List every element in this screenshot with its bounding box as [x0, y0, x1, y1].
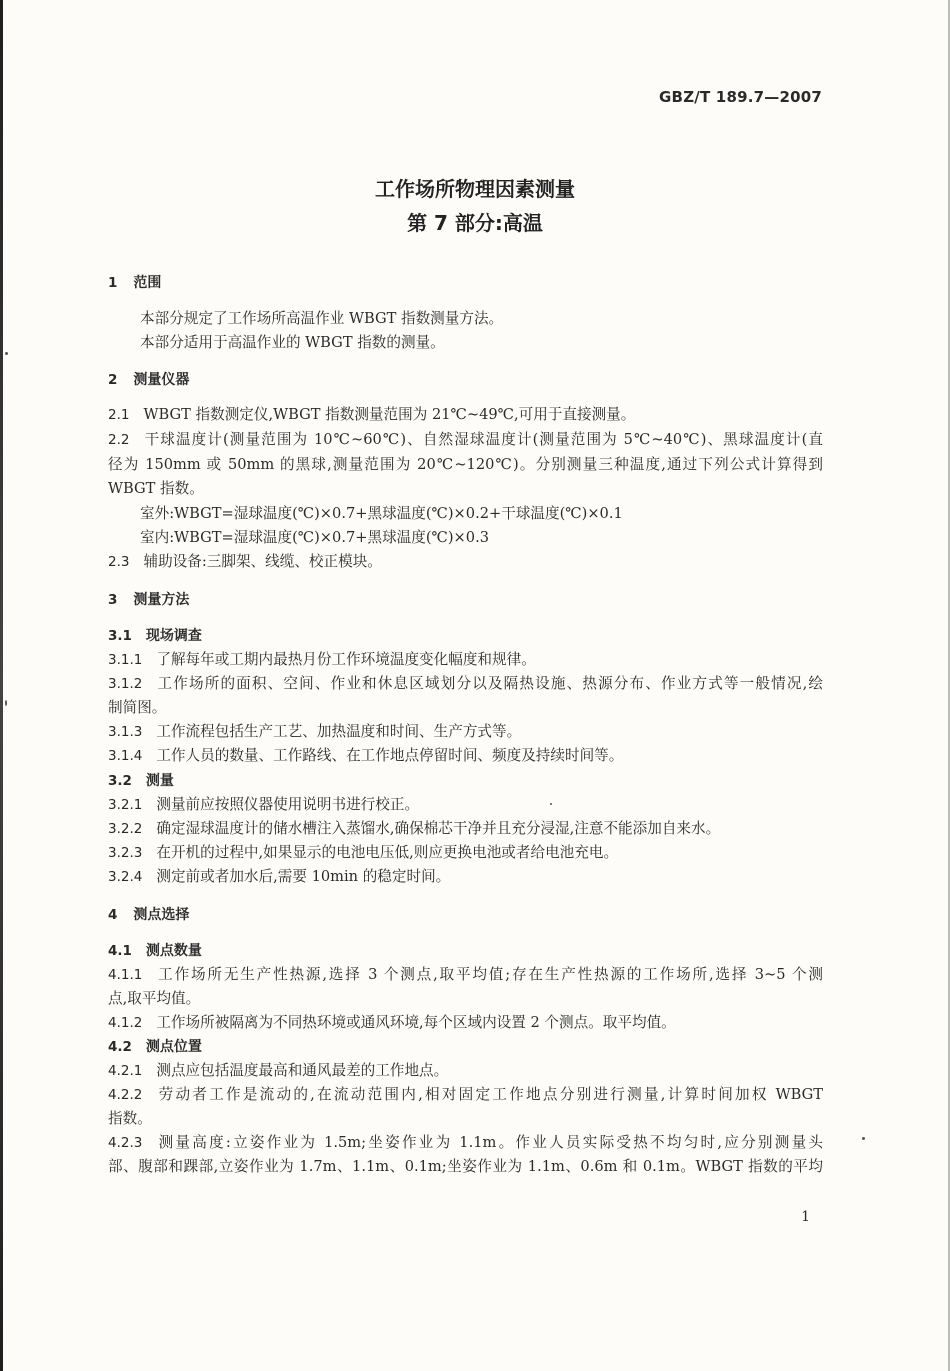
- line-text: 部、腹部和踝部,立姿作业为 1.7m、1.1m、0.1m;坐姿作业为 1.1m、0.6m 和 0.1m。WBGT 指数的平均: [108, 1158, 823, 1175]
- line-text: 工作流程包括生产工艺、加热温度和时间、生产方式等。: [156, 723, 522, 740]
- line-text: 劳动者工作是流动的,在流动范围内,相对固定工作地点分别进行测量,计算时间加权 WBGT: [156, 1086, 823, 1103]
- line-text: 工作人员的数量、工作路线、在工作地点停留时间、频度及持续时间等。: [156, 747, 624, 764]
- text-line: [108, 746, 823, 766]
- text-line: [108, 1157, 823, 1177]
- line-text: 测量前应按照仪器使用说明书进行校正。: [156, 796, 420, 813]
- document-subtitle: 第 7 部分:高温: [407, 211, 543, 235]
- line-text: WBGT 指数测定仪,WBGT 指数测量范围为 21℃~49℃,可用于直接测量。: [143, 406, 636, 423]
- section-heading: [108, 370, 823, 390]
- clause-number: 3.2.1: [108, 797, 143, 813]
- text-line: [108, 1013, 823, 1033]
- text-line: [140, 333, 823, 353]
- line-text: 工作场所无生产性热源,选择 3 个测点,取平均值;存在生产性热源的工作场所,选择 3~5 个测: [156, 966, 823, 983]
- text-line: [108, 552, 823, 572]
- text-line: [108, 867, 823, 887]
- document-title: 工作场所物理因素测量: [375, 177, 575, 201]
- line-text: 测量高度:立姿作业为 1.5m;坐姿作业为 1.1m。作业人员实际受热不均匀时,应分别测量头: [156, 1134, 823, 1151]
- line-text: 工作场所被隔离为不同热环境或通风环境,每个区域内设置 2 个测点。取平均值。: [156, 1014, 676, 1031]
- text-line: [140, 528, 823, 548]
- line-text: 测点位置: [145, 1039, 202, 1055]
- text-line: [108, 1061, 823, 1081]
- line-text: 点,取平均值。: [108, 990, 201, 1007]
- standard-code: GBZ/T 189.7—2007: [659, 88, 822, 106]
- line-text: 制简图。: [108, 699, 167, 716]
- scan-edge-left: [0, 0, 3, 1371]
- line-text: 本部分规定了工作场所高温作业 WBGT 指数测量方法。: [140, 310, 504, 327]
- clause-number: 3.2.3: [108, 845, 143, 861]
- line-text: 测量: [145, 773, 174, 789]
- line-text: 范围: [133, 275, 162, 291]
- line-text: 现场调查: [145, 628, 202, 644]
- clause-number: 4.2.3: [108, 1135, 143, 1151]
- clause-number: 2.1: [108, 407, 130, 423]
- clause-number: 3: [108, 592, 118, 608]
- subsection-heading: [108, 771, 823, 791]
- text-line: [108, 795, 823, 815]
- clause-number: 4.1: [108, 943, 132, 959]
- subsection-heading: [108, 1037, 823, 1057]
- text-line: [108, 698, 823, 718]
- section-heading: [108, 905, 823, 925]
- subsection-heading: [108, 941, 823, 961]
- clause-number: 3.1.1: [108, 652, 143, 668]
- line-text: 本部分适用于高温作业的 WBGT 指数的测量。: [140, 334, 445, 351]
- text-line: [108, 455, 823, 475]
- text-line: [108, 843, 823, 863]
- line-text: 径为 150mm 或 50mm 的黑球,测量范围为 20℃~120℃)。分别测量三种温度,通过下列公式计算得到: [108, 456, 823, 473]
- scan-speck: [5, 700, 7, 706]
- line-text: 测定前或者加水后,需要 10min 的稳定时间。: [156, 868, 451, 885]
- text-line: [108, 819, 823, 839]
- line-text: 了解每年或工期内最热月份工作环境温度变化幅度和规律。: [156, 651, 536, 668]
- text-line: [108, 1133, 823, 1153]
- line-text: 测量仪器: [133, 372, 190, 388]
- scan-speck: [5, 352, 8, 355]
- page-number: 1: [801, 1209, 810, 1225]
- clause-number: 1: [108, 275, 118, 291]
- line-text: 干球温度计(测量范围为 10℃~60℃)、自然湿球温度计(测量范围为 5℃~40℃)、黑球温度计(直: [143, 431, 823, 448]
- text-line: [108, 989, 823, 1009]
- line-text: 测点应包括温度最高和通风最差的工作地点。: [156, 1062, 449, 1079]
- clause-number: 2: [108, 372, 118, 388]
- line-text: 测点选择: [133, 907, 190, 923]
- text-line: [108, 430, 823, 450]
- clause-number: 4.1.1: [108, 967, 143, 983]
- line-text: 工作场所的面积、空间、作业和休息区域划分以及隔热设施、热源分布、作业方式等一般情况,绘: [156, 675, 823, 692]
- clause-number: 4.2.1: [108, 1063, 143, 1079]
- text-line: [140, 504, 823, 524]
- line-text: 测量方法: [133, 592, 190, 608]
- text-line: [108, 722, 823, 742]
- line-text: 在开机的过程中,如果显示的电池电压低,则应更换电池或者给电池充电。: [156, 844, 619, 861]
- line-text: WBGT 指数。: [108, 480, 204, 497]
- line-text: 确定湿球温度计的储水槽注入蒸馏水,确保棉芯干净并且充分浸湿,注意不能添加自来水。: [156, 820, 721, 837]
- text-line: [108, 965, 823, 985]
- text-line: [140, 309, 823, 329]
- clause-number: 4: [108, 907, 118, 923]
- section-heading: [108, 590, 823, 610]
- clause-number: 3.1.3: [108, 724, 143, 740]
- scan-speck: [862, 1137, 865, 1140]
- clause-number: 4.2.2: [108, 1087, 143, 1103]
- clause-number: 3.2: [108, 773, 132, 789]
- subsection-heading: [108, 626, 823, 646]
- clause-number: 3.2.2: [108, 821, 143, 837]
- line-text: 辅助设备:三脚架、线缆、校正模块。: [143, 553, 382, 570]
- clause-number: 2.3: [108, 554, 130, 570]
- clause-number: 3.2.4: [108, 869, 143, 885]
- clause-number: 4.1.2: [108, 1015, 143, 1031]
- line-text: 指数。: [108, 1110, 152, 1127]
- clause-number: 4.2: [108, 1039, 132, 1055]
- line-text: 室内:WBGT=湿球温度(℃)×0.7+黑球温度(℃)×0.3: [140, 529, 489, 546]
- section-heading: [108, 273, 823, 293]
- text-line: [108, 650, 823, 670]
- text-line: [108, 1109, 823, 1129]
- text-line: [108, 674, 823, 694]
- clause-number: 3.1: [108, 628, 132, 644]
- text-line: [108, 405, 823, 425]
- clause-number: 2.2: [108, 432, 130, 448]
- clause-number: 3.1.2: [108, 676, 143, 692]
- line-text: 测点数量: [145, 943, 202, 959]
- text-line: [108, 1085, 823, 1105]
- line-text: 室外:WBGT=湿球温度(℃)×0.7+黑球温度(℃)×0.2+干球温度(℃)×0.1: [140, 505, 623, 522]
- text-line: [108, 479, 823, 499]
- clause-number: 3.1.4: [108, 748, 143, 764]
